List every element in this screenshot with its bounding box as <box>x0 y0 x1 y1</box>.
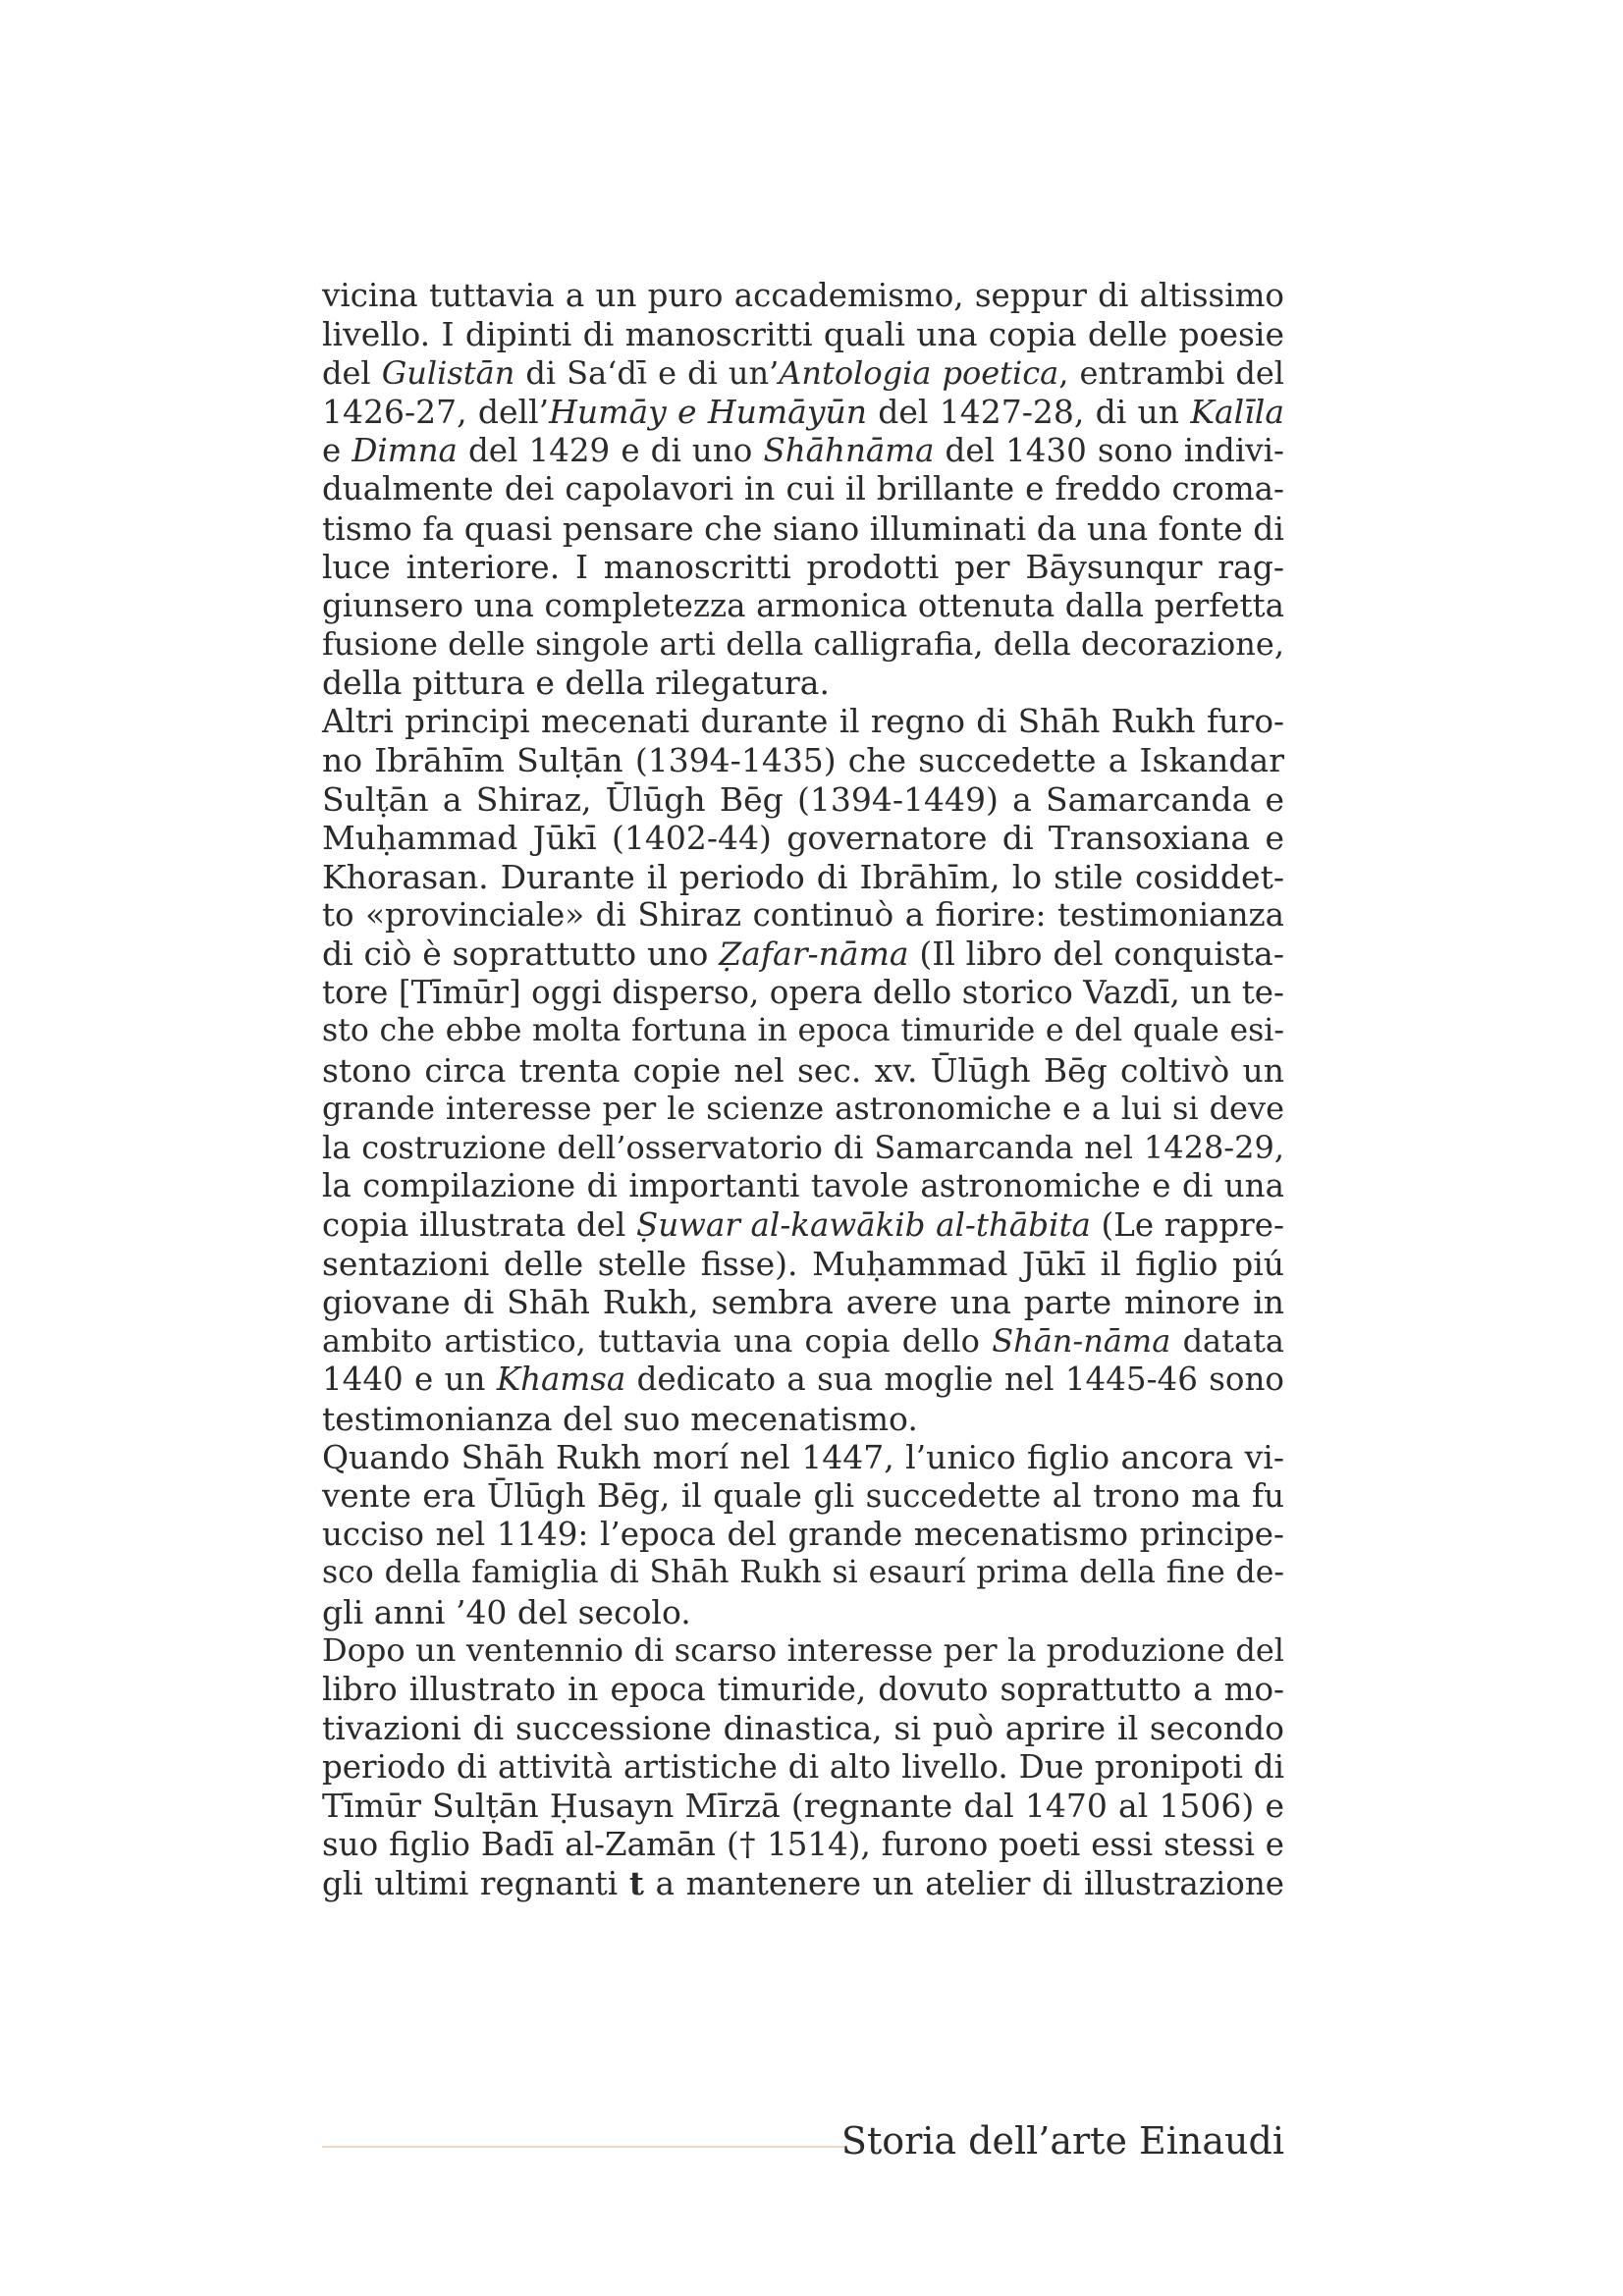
text-segment: Quando Shāh Rukh morí nel 1447, l’unico figlio ancora vi- <box>322 1438 1284 1477</box>
text-segment: di Sa‘dī e di un’ <box>514 353 780 392</box>
text-line <box>322 1090 1284 1128</box>
text-line <box>322 896 1284 934</box>
text-segment: Khorasan. Durante il periodo di Ibrāhīm, lo stile cosiddet- <box>322 857 1284 896</box>
text-segment: sentazioni delle stelle fisse). Muḥammad Jūkī il figlio piú <box>322 1244 1284 1283</box>
text-segment: ucciso nel 1149: l’epoca del grande mecenatismo principe- <box>322 1516 1284 1553</box>
text-line <box>322 1787 1284 1825</box>
text-segment: gli anni ’40 del secolo. <box>322 1592 691 1631</box>
text-segment: 1440 e un <box>322 1361 497 1399</box>
text-line <box>322 1826 1284 1864</box>
text-line <box>322 1477 1284 1516</box>
text-segment: (Le rappre- <box>1090 1205 1284 1244</box>
text-segment: tore [Tīmūr] oggi disperso, opera dello storico Vazdī, un te- <box>322 973 1284 1011</box>
text-segment: tismo fa quasi pensare che siano illuminati da una fonte di <box>322 508 1284 548</box>
text-line <box>322 1167 1284 1205</box>
text-line <box>322 780 1284 819</box>
text-line <box>322 1129 1284 1167</box>
text-segment: del 1429 e di uno <box>457 431 764 469</box>
text-segment: Sulṭān a Shiraz, Ūlūgh Bēg (1394-1449) a Samarcanda e <box>322 779 1284 819</box>
text-segment: dualmente dei capolavori in cui il brillante e freddo croma- <box>322 470 1284 508</box>
text-segment: giunsero una completezza armonica ottenuta dalla perfetta <box>322 586 1284 624</box>
text-segment: della pittura e della rilegatura. <box>322 664 830 703</box>
text-line <box>322 1051 1284 1090</box>
text-line <box>322 974 1284 1012</box>
text-line <box>322 1593 1284 1631</box>
text-line <box>322 1554 1284 1592</box>
text-line <box>322 587 1284 625</box>
text-line <box>322 1012 1284 1050</box>
text-line <box>322 1322 1284 1361</box>
text-line <box>322 354 1284 393</box>
italic-title: Antologia poetica <box>779 353 1059 392</box>
text-segment: 1426-27, dell’ <box>322 393 550 432</box>
italic-title: Dimna <box>352 431 458 469</box>
italic-title: Ẓafar-nāma <box>719 934 909 974</box>
italic-title: Khamsa <box>496 1361 626 1399</box>
text-segment: dedicato a sua moglie nel 1445-46 sono <box>625 1361 1284 1399</box>
text-line <box>322 432 1284 470</box>
text-segment: sto che ebbe molta fortuna in epoca timuride e del quale esi- <box>322 1013 1284 1049</box>
text-segment: , entrambi del <box>1058 353 1285 392</box>
text-line <box>322 1361 1284 1399</box>
text-line <box>322 1864 1284 1902</box>
text-line <box>322 509 1284 548</box>
text-segment: grande interesse per le scienze astronomiche e a lui si deve <box>322 1090 1284 1128</box>
text-line <box>322 1631 1284 1670</box>
text-segment: ambito artistico, tuttavia una copia dello <box>322 1321 993 1360</box>
text-segment: giovane di Shāh Rukh, sembra avere una parte minore in <box>322 1283 1284 1322</box>
italic-title: Shāhnāma <box>763 431 935 469</box>
text-line <box>322 741 1284 779</box>
text-line <box>322 1206 1284 1245</box>
text-segment: di ciò è soprattutto uno <box>322 934 720 974</box>
text-line <box>322 277 1284 315</box>
text-segment: copia illustrata del <box>322 1205 636 1244</box>
text-line <box>322 703 1284 741</box>
text-segment: e <box>322 431 352 469</box>
text-line <box>322 1245 1284 1283</box>
text-segment: sco della famiglia di Shāh Rukh si esaurí prima della fine de- <box>322 1555 1284 1591</box>
italic-title: Humāy e Humāyūn <box>549 393 867 432</box>
text-segment: tivazioni di successione dinastica, si può aprire il secondo <box>322 1709 1284 1748</box>
text-line <box>322 1748 1284 1787</box>
text-segment: libro illustrato in epoca timuride, dovuto soprattutto a mo- <box>322 1670 1284 1708</box>
text-segment: la compilazione di importanti tavole astronomiche e di una <box>322 1167 1284 1205</box>
text-line <box>322 934 1284 973</box>
text-segment: luce interiore. I manoscritti prodotti per Bāysunqur rag- <box>322 548 1284 587</box>
text-segment: del <box>322 353 382 392</box>
text-line <box>322 1709 1284 1747</box>
text-segment: to «provinciale» di Shiraz continuò a fiorire: testimonianza <box>322 896 1284 934</box>
text-segment: datata <box>1170 1321 1285 1360</box>
text-segment: Dopo un ventennio di scarso interesse per la produzione del <box>322 1631 1284 1670</box>
text-segment: Muḥammad Jūkī (1402-44) governatore di Transoxiana e <box>322 819 1284 858</box>
text-line <box>322 393 1284 431</box>
footer-publisher: Storia dell’arte Einaudi <box>840 2119 1284 2163</box>
text-segment: stono circa trenta copie nel sec. xv. Ūlūgh Bēg coltivò un <box>322 1050 1284 1090</box>
text-segment: (Il libro del conquista- <box>908 934 1284 974</box>
italic-title: Shān-nāma <box>992 1321 1171 1360</box>
text-segment: no Ibrāhīm Sulṭān (1394-1435) che succedette a Iskandar <box>322 741 1284 780</box>
text-line <box>322 1438 1284 1476</box>
text-line <box>322 470 1284 508</box>
text-segment: testimonianza del suo mecenatismo. <box>322 1399 918 1438</box>
italic-title: Gulistān <box>381 353 515 392</box>
text-segment: del 1427-28, di un <box>867 393 1191 432</box>
text-segment: Altri principi mecenati durante il regno di Shāh Rukh furo- <box>322 702 1284 740</box>
text-segment: Tīmūr Sulṭān Ḥusayn Mīrzā (regnante dal 1470 al 1506) e <box>322 1787 1284 1826</box>
text-line <box>322 1671 1284 1709</box>
text-segment: gli ultimi regnanti <box>322 1864 629 1902</box>
text-line <box>322 819 1284 857</box>
text-line <box>322 664 1284 702</box>
text-line <box>322 315 1284 353</box>
text-segment: la costruzione dell’osservatorio di Samarcanda nel 1428-29, <box>322 1128 1284 1166</box>
text-line <box>322 548 1284 586</box>
text-segment: livello. I dipinti di manoscritti quali una copia delle poesie <box>322 315 1284 354</box>
italic-title: Ṣuwar al-kawākib al-thābita <box>635 1205 1091 1244</box>
body-text <box>322 277 1284 1902</box>
text-segment: vente era Ūlūgh Bēg, il quale gli succedette al trono ma fu <box>322 1476 1284 1515</box>
text-line <box>322 858 1284 896</box>
text-segment: a mantenere un atelier di illustrazione <box>643 1864 1284 1902</box>
text-line <box>322 625 1284 664</box>
text-line <box>322 1283 1284 1321</box>
text-segment: del 1430 sono indivi- <box>934 431 1284 469</box>
footer-rule <box>322 2146 844 2148</box>
bold-text: t <box>628 1863 644 1902</box>
text-segment: vicina tuttavia a un puro accademismo, seppur di altissimo <box>322 277 1284 314</box>
text-segment: fusione delle singole arti della calligrafia, della decorazione, <box>322 624 1284 663</box>
text-line <box>322 1400 1284 1438</box>
italic-title: Kalīla <box>1190 393 1284 432</box>
text-segment: suo figlio Badī al-Zamān († 1514), furono poeti essi stessi e <box>322 1825 1284 1863</box>
text-segment: periodo di attività artistiche di alto livello. Due pronipoti di <box>322 1747 1284 1786</box>
text-line <box>322 1516 1284 1554</box>
